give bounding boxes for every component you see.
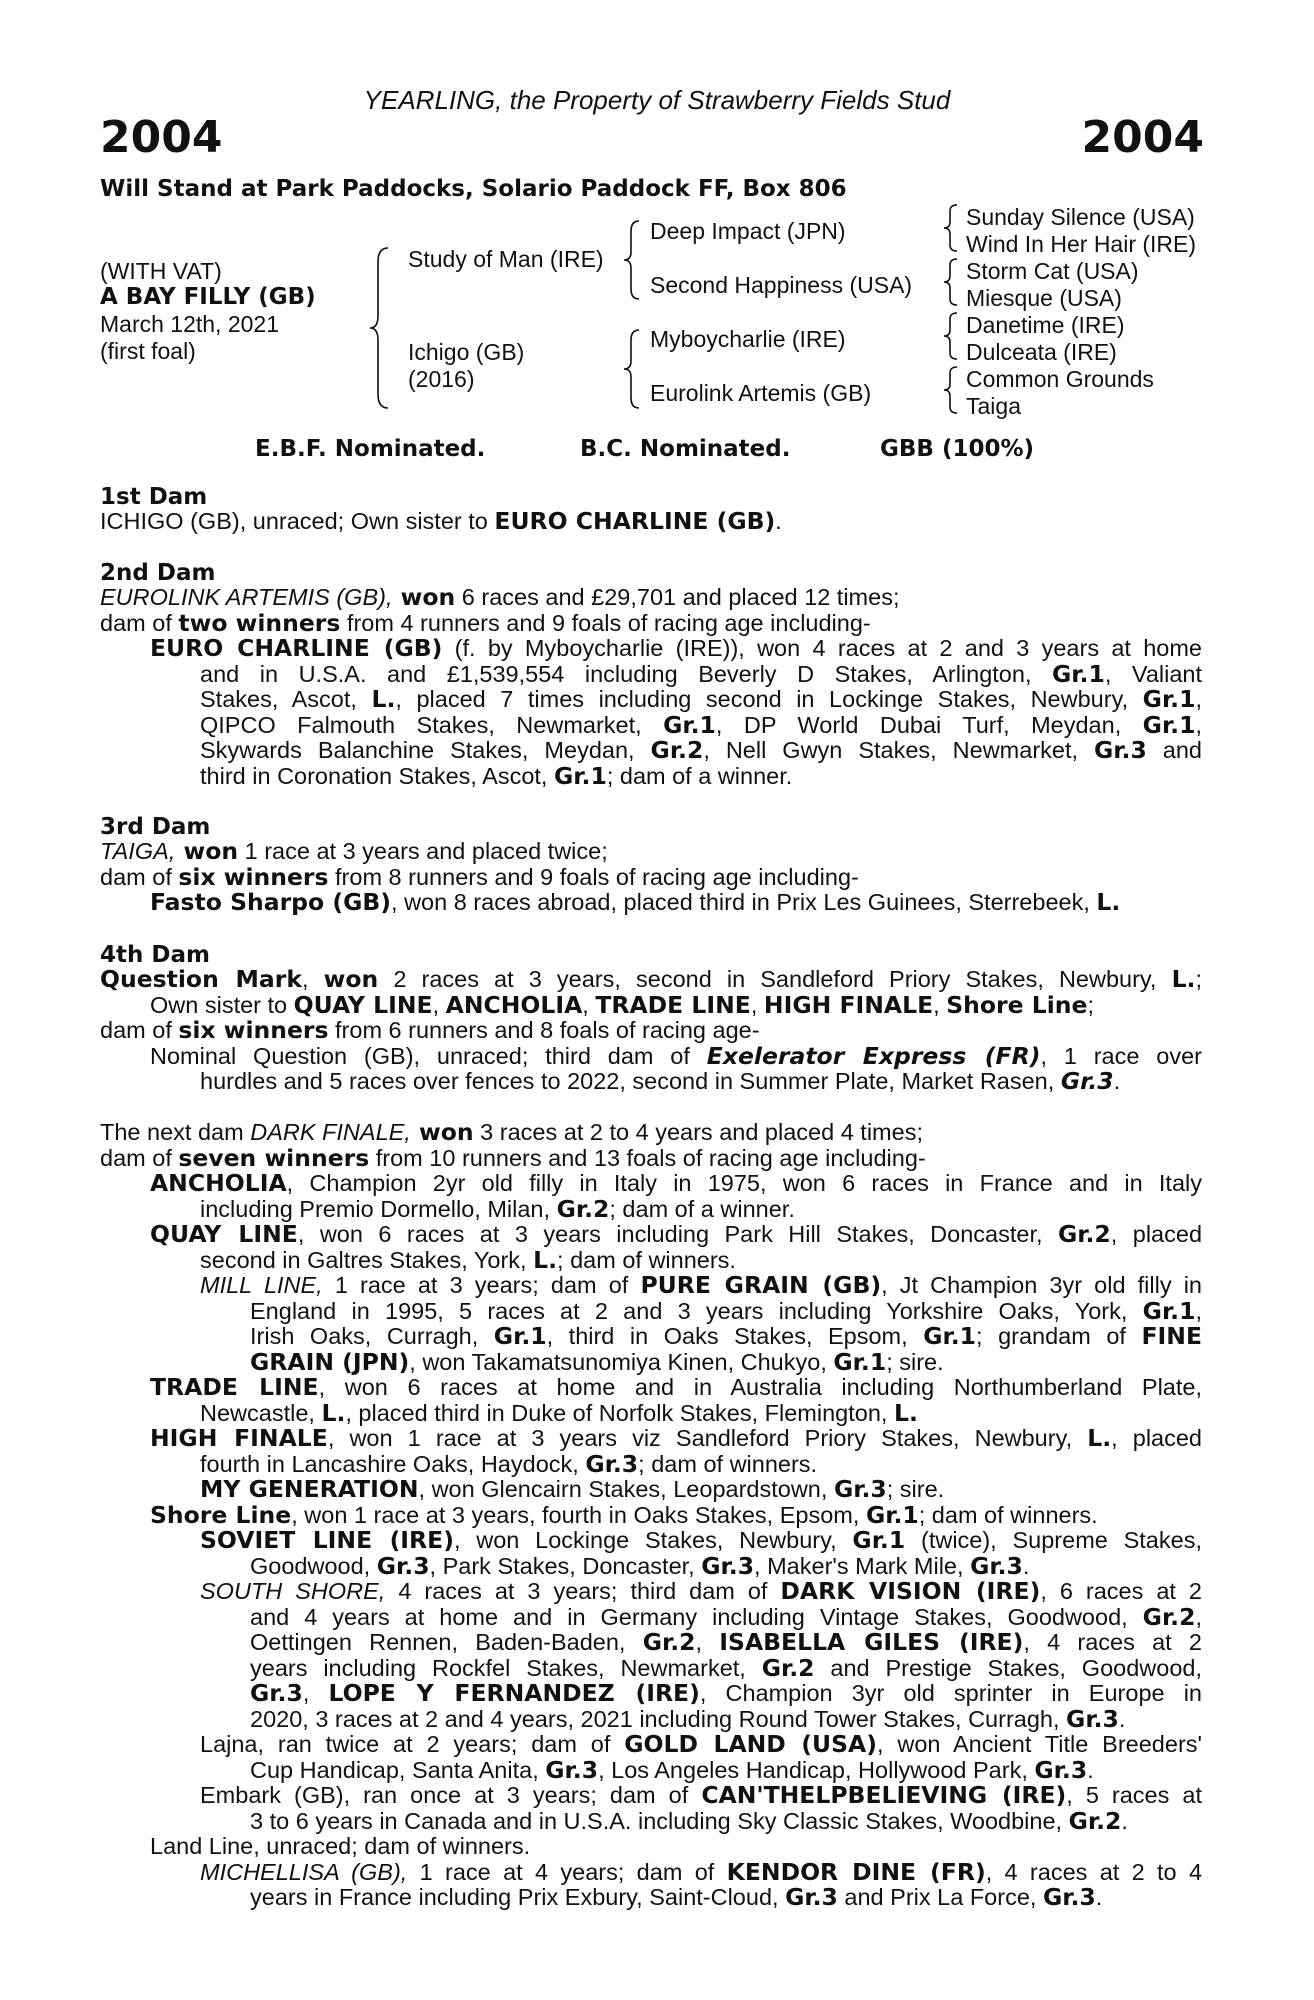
pedigree-dam-year: (2016) — [408, 366, 475, 392]
pedigree-brace-ds — [942, 311, 960, 361]
pedigree-brace-dam — [622, 328, 642, 410]
horse-name: A BAY FILLY (GB) — [100, 284, 316, 310]
pedigree-sire-sire: Deep Impact (JPN) — [650, 218, 846, 244]
lot-number-right: 2004 — [1081, 112, 1204, 163]
catalogue-subtitle: YEARLING, the Property of Strawberry Fields Stud — [363, 85, 951, 115]
lot-number-left: 2004 — [100, 112, 223, 163]
bc-nomination: B.C. Nominated. — [580, 436, 791, 462]
pedigree-dam-sire: Myboycharlie (IRE) — [650, 326, 846, 352]
foal-note: (first foal) — [100, 338, 196, 364]
fourth-dam-heading: 4th Dam — [100, 942, 210, 968]
pedigree-brace-ss — [942, 203, 960, 253]
pedigree-dam-dam: Eurolink Artemis (GB) — [650, 380, 872, 406]
second-dam-heading: 2nd Dam — [100, 560, 216, 586]
pedigree-dam: Ichigo (GB) — [408, 339, 525, 365]
pedigree-brace-dd — [942, 365, 960, 415]
vat-note: (WITH VAT) — [100, 258, 222, 284]
first-dam-heading: 1st Dam — [100, 484, 208, 510]
stand-location: Will Stand at Park Paddocks, Solario Paddock FF, Box 806 — [100, 176, 847, 202]
pedigree-sds: Storm Cat (USA) — [966, 258, 1139, 284]
pedigree-dds: Common Grounds — [966, 366, 1154, 392]
gbb-rating: GBB (100%) — [880, 436, 1035, 462]
pedigree-brace-main — [368, 246, 392, 410]
pedigree-sire: Study of Man (IRE) — [408, 246, 604, 272]
fourth-dam-text: Question Mark, won 2 races at 3 years, second in Sandleford Priory Stakes, Newbury, L.; Own sister to QUAY LINE, ANCHOLIA, TRADE LINE, HIGH FINALE, Shore Line; dam of six winners from 6 runners and 8 foals of racing age- Nominal Question (GB), unraced; third dam of Exelerator Express (FR), 1 race over hurdles and 5 races over fences to 2022, second in Summer Plate, Market Rasen, Gr.3. — [100, 965, 1202, 1095]
pedigree-sdd: Miesque (USA) — [966, 285, 1122, 311]
third-dam-heading: 3rd Dam — [100, 814, 211, 840]
pedigree-sire-dam: Second Happiness (USA) — [650, 272, 913, 298]
next-dam-text: The next dam DARK FINALE, won 3 races at 2 to 4 years and placed 4 times; dam of seven winners from 10 runners and 13 foals of racing age including- ANCHOLIA, Champion 2yr old filly in Italy in 1975, won 6 races in France and in Italy including Premio Dormello, Milan, Gr.2; dam of a winner. QUAY LINE, won 6 races at 3 years including Park Hill Stakes, Doncaster, Gr.2, placed second in Galtres Stakes, York, L.; dam of winners. MILL LINE, 1 race at 3 years; dam of PURE GRAIN (GB), Jt Champion 3yr old filly in England in 1995, 5 races at 2 and 3 years including Yorkshire Oaks, York, Gr.1, Irish Oaks, Curragh, Gr.1, third in Oaks Stakes, Epsom, Gr.1; grandam of FINE GRAIN (JPN), won Takamatsunomiya Kinen, Chukyo, Gr.1; sire. TRADE LINE, won 6 races at home and in Australia including Northumberland Plate, Newcastle, L., placed third in Duke of Norfolk Stakes, Flemington, L. HIGH FINALE, won 1 race at 3 years viz Sandleford Priory Stakes, Newbury, L., placed fourth in Lancashire Oaks, Haydock, Gr.3; dam of winners. MY GENERATION, won Glencairn Stakes, Leopardstown, Gr.3; sire. Shore Line, won 1 race at 3 years, fourth in Oaks Stakes, Epsom, Gr.1; dam of winners. SOVIET LINE (IRE), won Lockinge Stakes, Newbury, Gr.1 (twice), Supreme Stakes, Goodwood, Gr.3, Park Stakes, Doncaster, Gr.3, Maker's Mark Mile, Gr.3. SOUTH SHORE, 4 races at 3 years; third dam of DARK VISION (IRE), 6 races at 2 and 4 years at home and in Germany including Vintage Stakes, Goodwood, Gr.2, Oettingen Rennen, Baden-Baden, Gr.2, ISABELLA GILES (IRE), 4 races at 2 years including Rockfel Stakes, Newmarket, Gr.2 and Prestige Stakes, Goodwood, Gr.3, LOPE Y FERNANDEZ (IRE), Champion 3yr old sprinter in Europe in 2020, 3 races at 2 and 4 years, 2021 including Round Tower Stakes, Curragh, Gr.3. Lajna, ran twice at 2 years; dam of GOLD LAND (USA), won Ancient Title Breeders' Cup Handicap, Santa Anita, Gr.3, Los Angeles Handicap, Hollywood Park, Gr.3. Embark (GB), ran once at 3 years; dam of CAN'THELPBELIEVING (IRE), 5 races at 3 to 6 years in Canada and in U.S.A. including Sky Classic Stakes, Woodbine, Gr.2. Land Line, unraced; dam of winners. MICHELLISA (GB), 1 race at 4 years; dam of KENDOR DINE (FR), 4 races at 2 to 4 years in France including Prix Exbury, Saint-Cloud, Gr.3 and Prix La Force, Gr.3. — [100, 1118, 1203, 1911]
pedigree-sss: Sunday Silence (USA) — [966, 204, 1195, 230]
pedigree-brace-sd — [942, 257, 960, 307]
pedigree-ddd: Taiga — [966, 393, 1021, 419]
pedigree-dss: Danetime (IRE) — [966, 312, 1125, 338]
pedigree-ssd: Wind In Her Hair (IRE) — [966, 231, 1197, 257]
pedigree-brace-sire — [622, 219, 642, 301]
ebf-nomination: E.B.F. Nominated. — [255, 436, 486, 462]
second-dam-text: EUROLINK ARTEMIS (GB), won 6 races and £29,701 and placed 12 times; dam of two winners from 4 runners and 9 foals of racing age including- EURO CHARLINE (GB) (f. by Myboycharlie (IRE)), won 4 races at 2 and 3 years at home and in U.S.A. and £1,539,554 including Beverly D Stakes, Arlington, Gr.1, Valiant Stakes, Ascot, L., placed 7 times including second in Lockinge Stakes, Newbury, Gr.1, QIPCO Falmouth Stakes, Newmarket, Gr.1, DP World Dubai Turf, Meydan, Gr.1, Skywards Balanchine Stakes, Meydan, Gr.2, Nell Gwyn Stakes, Newmarket, Gr.3 and third in Coronation Stakes, Ascot, Gr.1; dam of a winner. — [100, 583, 1203, 790]
third-dam-text: TAIGA, won 1 race at 3 years and placed twice; dam of six winners from 8 runners and 9 foals of racing age including- Fasto Sharpo (GB), won 8 races abroad, placed third in Prix Les Guinees, Sterrebeek, L. — [100, 837, 1121, 916]
foaling-date: March 12th, 2021 — [100, 311, 280, 337]
first-dam-text: ICHIGO (GB), unraced; Own sister to EURO CHARLINE (GB). — [100, 507, 782, 535]
pedigree-dsd: Dulceata (IRE) — [966, 339, 1117, 365]
